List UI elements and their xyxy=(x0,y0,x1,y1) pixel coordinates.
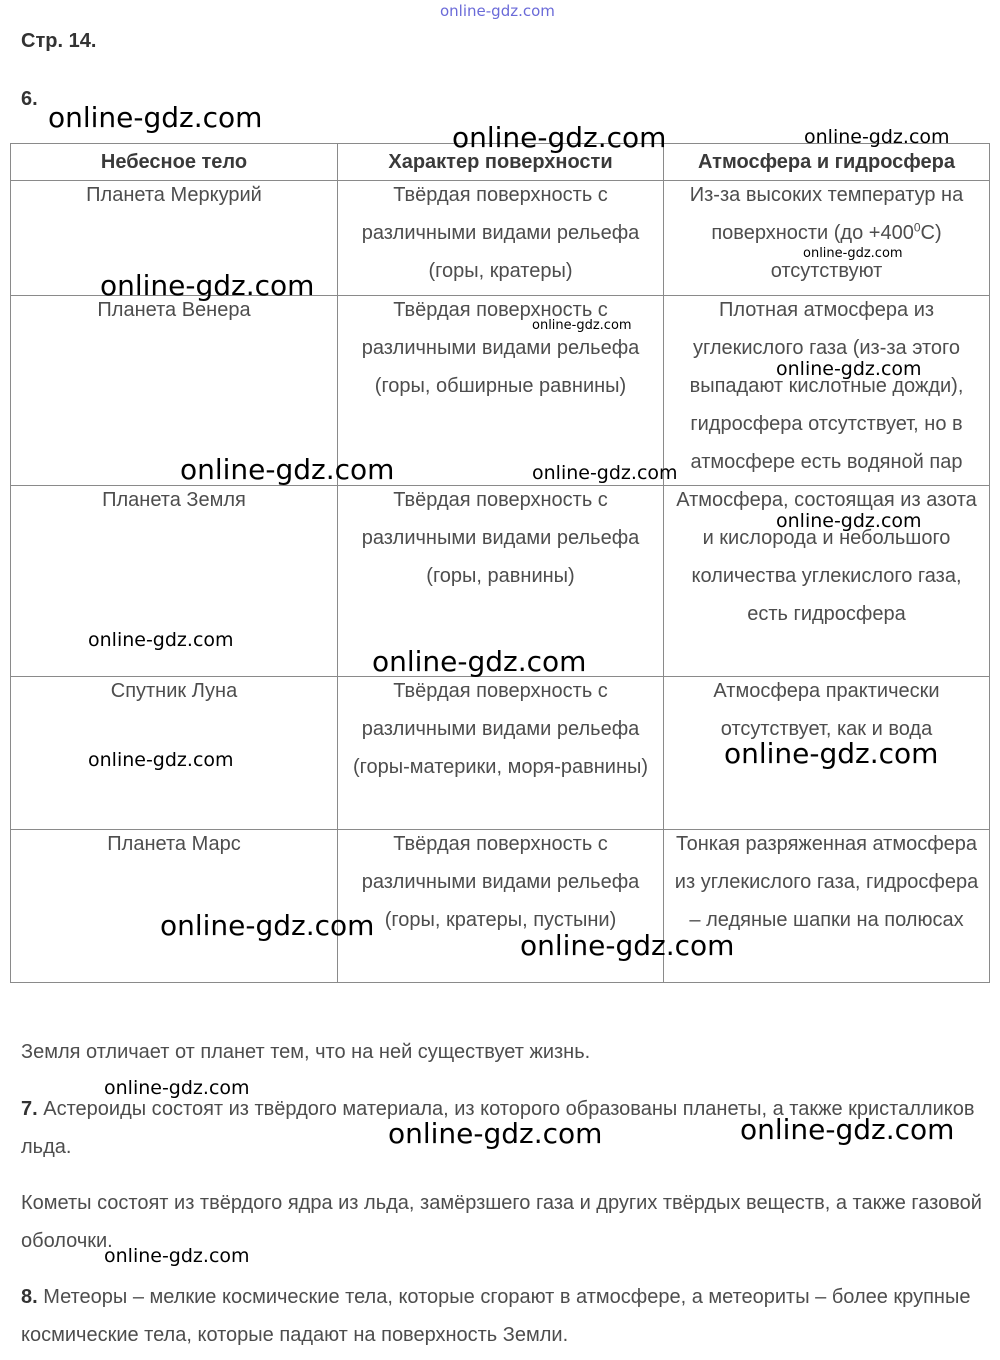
cell-text: Твёрдая поверхность с различными видами рельефа (горы-материки, моря-равнины) xyxy=(352,680,649,778)
watermark: online-gdz.com xyxy=(104,1245,250,1267)
watermark: online-gdz.com xyxy=(100,269,315,302)
page-number: Стр. 14. xyxy=(21,30,97,52)
cell-body xyxy=(11,486,338,677)
table-row xyxy=(11,296,990,486)
watermark: online-gdz.com xyxy=(520,929,735,962)
cell-text: Планета Марс xyxy=(107,833,241,855)
header-surface: Характер поверхности xyxy=(338,144,664,181)
watermark: online-gdz.com xyxy=(160,909,375,942)
cell-text-wrap xyxy=(672,176,981,290)
cell-surface xyxy=(338,677,664,830)
cell-atmosphere xyxy=(664,830,990,983)
watermark: online-gdz.com xyxy=(388,1117,603,1150)
watermark: online-gdz.com xyxy=(48,101,263,134)
site-header-link[interactable]: online-gdz.com xyxy=(440,2,555,20)
watermark: online-gdz.com xyxy=(88,749,234,771)
watermark: online-gdz.com xyxy=(532,318,632,333)
task-6-number: 6. xyxy=(21,88,38,110)
table-row xyxy=(11,181,990,296)
cell-text: Твёрдая поверхность с различными видами рельефа (горы, равнины) xyxy=(361,489,640,587)
cell-atmosphere xyxy=(664,181,990,296)
cell-text: С) отсутствуют xyxy=(770,222,942,282)
task-7-number: 7. xyxy=(21,1098,38,1120)
cell-text: Спутник Луна xyxy=(110,680,238,702)
cell-surface xyxy=(338,181,664,296)
task-7-text: Астероиды состоят из твёрдого материала, из которого образованы планеты, а также кристалликов льда. xyxy=(21,1098,975,1158)
cell-text: Из-за высоких температур на поверхности (до +400 xyxy=(689,184,964,244)
cell-text: Планета Меркурий xyxy=(86,184,262,206)
task-8-paragraph xyxy=(21,1278,986,1354)
watermark: online-gdz.com xyxy=(104,1077,250,1099)
table-header-row xyxy=(11,144,990,181)
cell-atmosphere xyxy=(664,486,990,677)
cell-atmosphere xyxy=(664,677,990,830)
cell-surface xyxy=(338,830,664,983)
watermark: online-gdz.com xyxy=(180,453,395,486)
watermark: online-gdz.com xyxy=(88,629,234,651)
table-row xyxy=(11,486,990,677)
watermark: online-gdz.com xyxy=(804,126,950,148)
watermark: online-gdz.com xyxy=(372,645,587,678)
cell-text: Твёрдая поверхность с различными видами рельефа (горы, обширные равнины) xyxy=(361,299,640,397)
cell-surface xyxy=(338,296,664,486)
cell-text: Тонкая разряженная атмосфера из углекислого газа, гидросфера – ледяные шапки на полюсах xyxy=(674,833,979,931)
task-8-number: 8. xyxy=(21,1286,38,1308)
task-7-paragraph xyxy=(21,1090,986,1166)
watermark: online-gdz.com xyxy=(452,121,667,154)
cell-text: Твёрдая поверхность с различными видами рельефа (горы, кратеры) xyxy=(361,184,640,282)
watermark: online-gdz.com xyxy=(532,462,678,484)
cell-text: Планета Земля xyxy=(102,489,246,511)
watermark: online-gdz.com xyxy=(803,246,903,261)
header-body: Небесное тело xyxy=(11,144,338,181)
watermark: online-gdz.com xyxy=(724,737,939,770)
cell-body xyxy=(11,830,338,983)
cell-text: Атмосфера практически отсутствует, как и вода xyxy=(713,680,940,740)
cell-text: Твёрдая поверхность с различными видами рельефа (горы, кратеры, пустыни) xyxy=(361,833,640,931)
task-8-text: Метеоры – мелкие космические тела, которые сгорают в атмосфере, а метеориты – более крупные космические тела, которые падают на поверхность Земли. xyxy=(21,1286,971,1346)
celestial-bodies-table xyxy=(10,143,990,983)
degree-sup: 0 xyxy=(913,220,921,235)
cell-text: Атмосфера, состоящая из азота и кислорода и небольшого количества углекислого газа, есть гидросфера xyxy=(676,489,977,625)
task-7-comets-paragraph: Кометы состоят из твёрдого ядра из льда, замёрзшего газа и других твёрдых веществ, а также газовой оболочки. xyxy=(21,1192,982,1252)
watermark: online-gdz.com xyxy=(776,510,922,532)
cell-atmosphere xyxy=(664,296,990,486)
header-atmosphere: Атмосфера и гидросфера xyxy=(664,144,990,181)
cell-text: Плотная атмосфера из углекислого газа (из-за этого выпадают кислотные дожди), гидросфера отсутствует, но в атмосфере есть водяной пар xyxy=(689,299,964,473)
watermark: online-gdz.com xyxy=(740,1113,955,1146)
cell-text: Планета Венера xyxy=(97,299,251,321)
table-row xyxy=(11,830,990,983)
cell-body xyxy=(11,677,338,830)
cell-body xyxy=(11,296,338,486)
watermark: online-gdz.com xyxy=(776,358,922,380)
cell-surface xyxy=(338,486,664,677)
cell-body xyxy=(11,181,338,296)
task-6-conclusion: Земля отличает от планет тем, что на ней существует жизнь. xyxy=(21,1041,591,1063)
table-row xyxy=(11,677,990,830)
